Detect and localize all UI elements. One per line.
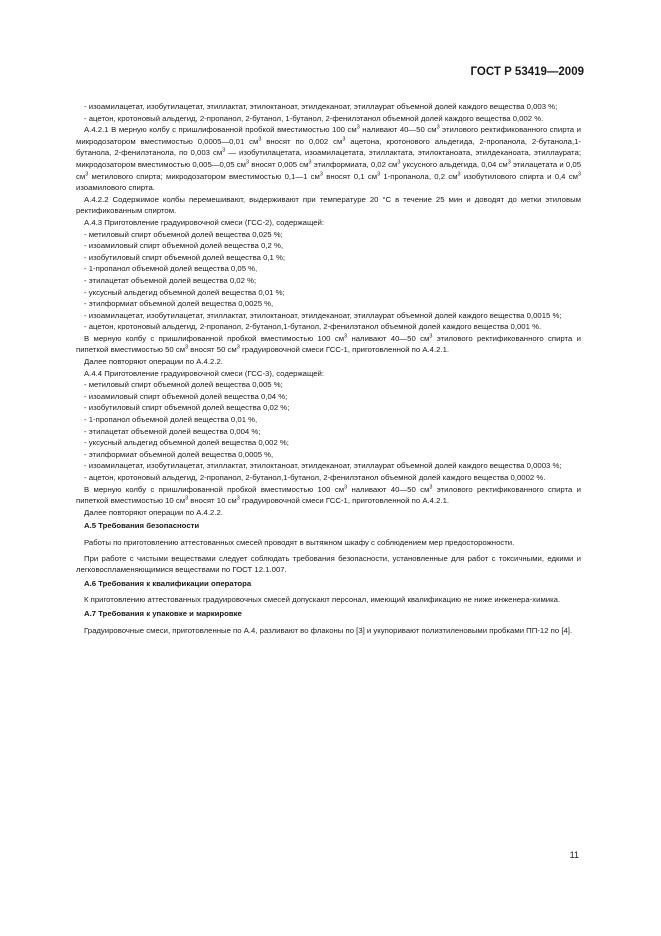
body-paragraph: - изоамилацетат, изобутилацетат, этиллактат, этилоктаноат, этилдеканоат, этиллаурат объемной долей каждого вещества 0,0003 %; bbox=[84, 461, 562, 471]
body-paragraph: - этилформиат объемной долей вещества 0,0025 %, bbox=[84, 299, 274, 309]
section-heading: А.7 Требования к упаковке и маркировке bbox=[84, 608, 242, 618]
body-paragraph: А.4.3 Приготовление градуировочной смеси (ГСС-2), содержащей: bbox=[84, 217, 325, 227]
body-paragraph: Градуировочные смеси, приготовленные по А.4, разливают во флаконы по [3] и укупоривают полиэтиленовыми пробками ПП-12 по [4]. bbox=[84, 625, 573, 635]
body-paragraph: - этилформиат объемной долей вещества 0,0005 %, bbox=[84, 449, 274, 459]
body-paragraph: Далее повторяют операции по А.4.2.2. bbox=[84, 357, 223, 367]
body-paragraph: - этилацетат объемной долей вещества 0,02 %; bbox=[84, 275, 257, 285]
body-paragraph: - ацетон, кротоновый альдегид, 2-пропанол, 2-бутанол,1-бутанол, 2-фенилэтанол объемной долей каждого вещества 0,001 %. bbox=[84, 322, 542, 332]
body-paragraph: - метиловый спирт объемной долей вещества 0,025 %; bbox=[84, 229, 283, 239]
body-paragraph: - изоамилацетат, изобутилацетат, этиллактат, этилоктаноат, этилдеканоат, этиллаурат объемной долей каждого вещества 0,0015 %; bbox=[84, 310, 562, 320]
body-paragraph: - изобутиловый спирт объемной долей вещества 0,1 %; bbox=[84, 252, 286, 262]
section-heading: А.5 Требования безопасности bbox=[84, 521, 200, 531]
body-paragraph: - этилацетат объемной долей вещества 0,004 %; bbox=[84, 426, 261, 436]
section-heading: А.6 Требования к квалификации оператора bbox=[84, 578, 252, 588]
page-number: 11 bbox=[569, 850, 579, 860]
body-paragraph: - 1-пропанол объемной долей вещества 0,05 %, bbox=[84, 264, 258, 274]
document-header-code: ГОСТ Р 53419—2009 bbox=[470, 66, 584, 78]
body-paragraph: - изоамиловый спирт объемной долей вещества 0,2 %, bbox=[84, 241, 283, 251]
body-paragraph: - уксусный альдегид объемной долей вещества 0,002 %; bbox=[84, 438, 289, 448]
body-paragraph: - изоамиловый спирт объемной долей вещества 0,04 %; bbox=[84, 391, 288, 401]
body-paragraph: А.4.2.1 В мерную колбу с пришлифованной пробкой вместимостью 100 $см^3$ наливают 40—50 $см^3$ этилового ректификованного спирта и микродозатором вместимостью 0,0005—0,01 $см^3$ вносят по 0,002 $см^3$ ацетона, кротонового альдегида, 2-пропанола, 2-бутанола,1-бутанола, 2-фенилэтанола, по 0,003 $см^3$ — изобутилацетата, изоамилацетата, этиллактата, этилоктаноата, этилдеканоата, этиллаурата; микродозатором вместимостью 0,005—0,05 $см^3$ вносят 0,005 $см^3$ этилформиата, 0,02 $см^3$ уксусного альдегида, 0,04 $см^3$ этилацетата и 0,05 $см^3$ метилового спирта; микродозатором вместимостью 0,1—1 $см^3$ вносят 0,1 $см^3$ 1-пропанола, 0,2 $см^3$ изобутилового спирта и 0,4 $см^3$ изоамилового спирта. bbox=[76, 124, 582, 193]
body-paragraph: Работы по приготовлению аттестованных смесей проводят в вытяжном шкафу с соблюдением мер предосторожности. bbox=[84, 537, 515, 547]
document-body bbox=[76, 101, 581, 636]
body-paragraph: - изобутиловый спирт объемной долей вещества 0,02 %; bbox=[84, 403, 290, 413]
body-paragraph: - уксусный альдегид объемной долей вещества 0,01 %; bbox=[84, 287, 285, 297]
body-paragraph: - 1-пропанол объемной долей вещества 0,01 %, bbox=[84, 415, 258, 425]
body-paragraph: Далее повторяют операции по А.4.2.2. bbox=[84, 507, 223, 517]
body-paragraph: - изоамилацетат, изобутилацетат, этиллактат, этилоктаноат, этилдеканоат, этиллаурат объемной долей каждого вещества 0,003 %; bbox=[84, 102, 558, 111]
body-paragraph: В мерную колбу с пришлифованной пробкой вместимостью 100 $см^3$ наливают 40—50 $см^3$ этилового ректификованного спирта и пипеткой вместимостью 10 $см^3$ вносят 10 $см^3$ градуировочной смеси ГСС-1, приготовленной по А.4.2.1. bbox=[76, 484, 581, 506]
body-paragraph: К приготовлению аттестованных градуировочных смесей допускают персонал, имеющий квалификацию не ниже инженера-химика. bbox=[84, 595, 561, 605]
body-paragraph: - ацетон, кротоновый альдегид, 2-пропанол, 2-бутанол,1-бутанол, 2-фенилэтанол объемной долей каждого вещества 0,0002 %. bbox=[84, 473, 546, 482]
body-paragraph: А.4.4 Приготовление градуировочной смеси (ГСС-3), содержащей: bbox=[84, 368, 325, 378]
body-paragraph: В мерную колбу с пришлифованной пробкой вместимостью 100 $см^3$ наливают 40—50 $см^3$ этилового ректификованного спирта и пипеткой вместимостью 50 $см^3$ вносят 50 $см^3$ градуировочной смеси ГСС-1, приготовленной по А.4.2.1. bbox=[76, 333, 581, 355]
body-paragraph: - ацетон, кротоновый альдегид, 2-пропанол, 2-бутанол, 1-бутанол, 2-фенилэтанол объемной долей каждого вещества 0,002 %. bbox=[84, 113, 544, 123]
body-paragraph: - метиловый спирт объемной долей вещества 0,005 %; bbox=[84, 380, 283, 390]
body-paragraph: А.4.2.2 Содержимое колбы перемешивают, выдерживают при температуре 20 °С в течение 25 мин и доводят до метки этиловым ректификованным спиртом. bbox=[76, 194, 581, 216]
body-paragraph: При работе с чистыми веществами следует соблюдать требования безопасности, установленные для работ с токсичными, едкими и легковоспламеняющимися веществами по ГОСТ 12.1.007. bbox=[76, 553, 581, 575]
